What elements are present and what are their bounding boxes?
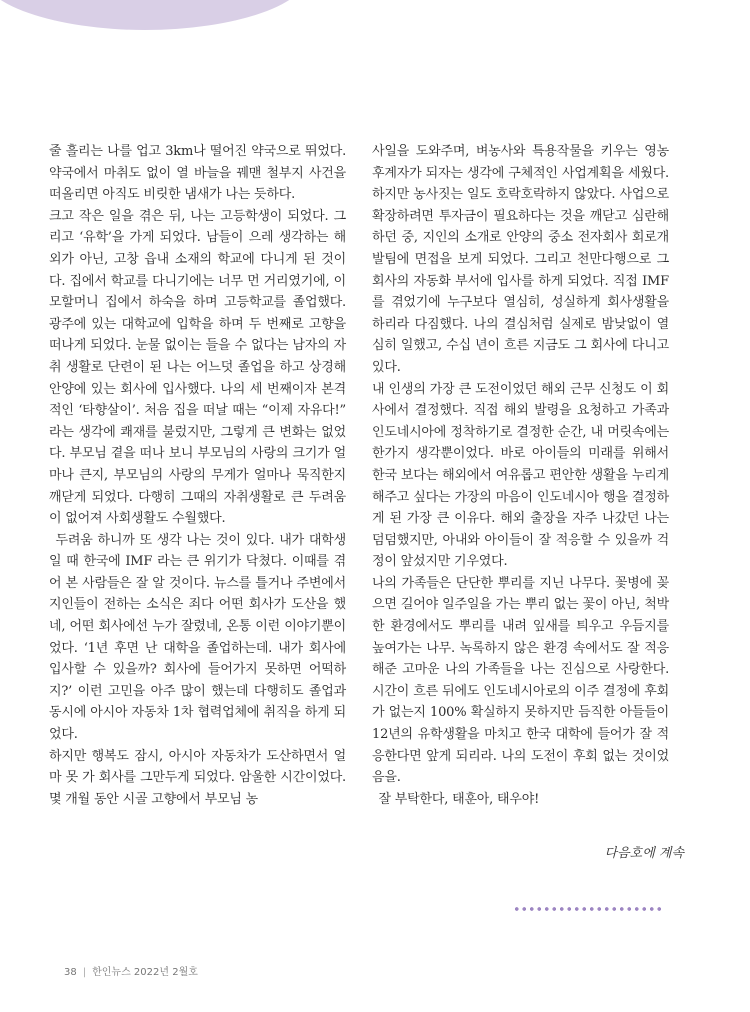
decorative-header-shape	[0, 0, 310, 30]
paragraph: 하지만 행복도 잠시, 아시아 자동차가 도산하면서 얼마 못 가 회사를 그만두게 되었다. 암울한 시간이었다. 몇 개월 동안 시골 고향에서 부모님 농	[49, 748, 346, 807]
paragraph: 내 인생의 가장 큰 도전이었던 해외 근무 신청도 이 회사에서 결정했다. 직접 해외 발령을 요청하고 가족과 인도네시아에 정착하기로 결정한 순간, 내 머릿속에는 한가지 생각뿐이었다. 바로 아이들의 미래를 위해서 한국 보다는 해외에서 여유롭고 편안한 생활을 누리게 해주고 싶다는 가장의 마음이 인도네시아 행을 결정하게 된 가장 큰 이유다. 해외 출장을 자주 나갔던 나는 덤덤했지만, 아내와 아이들이 잘 적응할 수 있을까 걱정이 앞섰지만 기우였다.	[372, 381, 669, 570]
paragraph: 두려움 하니까 또 생각 나는 것이 있다. 내가 대학생일 때 한국에 IMF 라는 큰 위기가 닥쳤다. 이때를 겪어 본 사람들은 잘 알 것이다. 뉴스를 틀거나 주변에서 지인들이 전하는 소식은 죄다 어떤 회사가 도산을 했네, 어떤 회사에선 누가 잘렸네, 온통 이런 이야기뿐이었다. ‘1년 후면 난 대학을 졸업하는데. 내가 회사에 입사할 수 있을까? 회사에 들어가지 못하면 어떡하지?’ 이런 고민을 아주 많이 했는데 다행히도 졸업과 동시에 아시아 자동차 1차 협력업체에 취직을 하게 되었다.	[49, 532, 346, 743]
paragraph: 나의 가족들은 단단한 뿌리를 지닌 나무다. 꽃병에 꽂으면 길어야 일주일을 가는 뿌리 없는 꽃이 아닌, 척박한 환경에서도 뿌리를 내려 잎새를 틔우고 우듬지를 높여가는 나무. 녹록하지 않은 환경 속에서도 잘 적응해준 고마운 나의 가족들을 나는 진심으로 사랑한다. 시간이 흐른 뒤에도 인도네시아로의 이주 결정에 후회가 없는지 100% 확실하지 못하지만 듬직한 아들들이 12년의 유학생활을 마치고 한국 대학에 들어가 잘 적응한다면 앞게 되리라. 나의 도전이 후회 없는 것이었음을.	[372, 575, 669, 786]
decorative-dot-line	[513, 906, 663, 912]
publication-name: 한인뉴스 2022년 2월호	[92, 967, 198, 978]
footer-separator: |	[82, 967, 87, 978]
right-text-column	[372, 141, 669, 810]
paragraph: 잘 부탁한다, 태훈아, 태우야!	[378, 791, 540, 807]
page-number: 38	[64, 967, 77, 978]
paragraph: 크고 작은 일을 겪은 뒤, 나는 고등학생이 되었다. 그리고 ‘유학’을 가게 되었다. 남들이 으레 생각하는 해외가 아닌, 고창 읍내 소재의 학교에 다니게 된 것이다. 집에서 학교를 다니기에는 너무 먼 거리였기에, 이모할머니 집에서 하숙을 하며 고등학교를 졸업했다. 광주에 있는 대학교에 입학을 하며 두 번째로 고향을 떠나게 되었다. 눈물 없이는 들을 수 없다는 남자의 자취 생활로 단련이 된 나는 어느덧 졸업을 하고 상경해 안양에 있는 회사에 입사했다. 나의 세 번째이자 본격적인 ‘타향살이’. 처음 집을 떠날 때는 “이제 자유다!” 라는 생각에 쾌재를 불렀지만, 그렇게 큰 변화는 없었다. 부모님 곁을 떠나 보니 부모님의 사랑의 크기가 얼마나 큰지, 부모님의 사랑의 무게가 얼마나 묵직한지 깨닫게 되었다. 다행히 그때의 자취생활로 큰 두려움이 없어져 사회생활도 수월했다.	[49, 208, 346, 527]
paragraph: 사일을 도와주며, 벼농사와 특용작물을 키우는 영농 후계자가 되자는 생각에 구체적인 사업계획을 세웠다. 하지만 농사짓는 일도 호락호락하지 않았다. 사업으로 확장하려면 투자금이 필요하다는 것을 깨닫고 심란해 하던 중, 지인의 소개로 안양의 중소 전자회사 회로개발팀에 면접을 보게 되었다. 그리고 천만다행으로 그 회사의 자동화 부서에 입사를 하게 되었다. 직접 IMF를 겪었기에 누구보다 열심히, 성실하게 회사생활을 하리라 다짐했다. 나의 결심처럼 실제로 밤낮없이 열심히 일했고, 수십 년이 흐른 지금도 그 회사에 다니고 있다.	[372, 144, 669, 375]
left-text-column	[49, 141, 346, 810]
paragraph: 줄 흘리는 나를 업고 3km나 떨어진 약국으로 뛰었다. 약국에서 마취도 없이 열 바늘을 꿰맨 철부지 사건을 떠올리면 아직도 비릿한 냄새가 나는 듯하다.	[49, 144, 346, 203]
continued-next-issue: 다음호에 계속	[604, 846, 684, 861]
page-footer	[64, 963, 198, 978]
